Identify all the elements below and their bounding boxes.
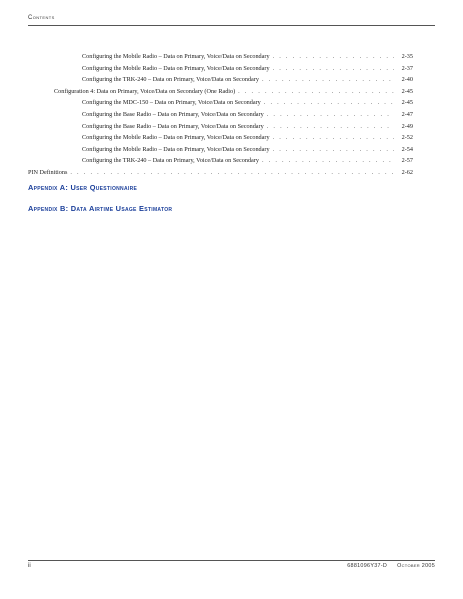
toc-entry[interactable]: [28, 109, 413, 121]
toc-entry[interactable]: [28, 63, 413, 75]
toc-entry[interactable]: [28, 132, 413, 144]
toc-entry-title: PIN Definitions: [28, 168, 68, 176]
toc-leader-dots: [262, 74, 394, 86]
toc-entry-title: Configuring the Mobile Radio – Data on Primary, Voice/Data on Secondary: [82, 64, 270, 72]
document-date: October 2005: [397, 563, 435, 569]
toc-entry-title: Configuring the Mobile Radio – Data on Primary, Voice/Data on Secondary: [82, 53, 270, 60]
toc-entry-page: 2-57: [401, 157, 413, 165]
toc-leader-dots: [267, 109, 394, 121]
toc-entry-title: Configuring the TRK-240 – Data on Primary, Voice/Data on Secondary: [82, 76, 259, 84]
footer-doc-info: [347, 563, 435, 569]
toc-entry[interactable]: [28, 155, 413, 167]
toc-leader-dots: [273, 144, 394, 156]
toc-entry-page: 2-62: [401, 168, 413, 176]
document-id: 6881096Y37-D: [347, 563, 388, 569]
toc-entry-page: 2-45: [401, 87, 413, 95]
toc-entry[interactable]: [28, 74, 413, 86]
toc-entry[interactable]: [28, 86, 413, 98]
toc-entry-page: 2-52: [401, 134, 413, 142]
page-number: ii: [28, 563, 31, 569]
toc-entry-page: 2-40: [401, 76, 413, 84]
toc-entry[interactable]: [28, 121, 413, 133]
toc-leader-dots: [273, 51, 394, 63]
header-divider: [28, 25, 435, 26]
toc-leader-dots: [264, 97, 394, 109]
toc-entry-title: Configuring the MDC-150 – Data on Primary, Voice/Data on Secondary: [82, 99, 261, 107]
toc-entry[interactable]: [28, 97, 413, 109]
toc-leader-dots: [273, 63, 394, 75]
footer-divider: [28, 560, 435, 561]
toc-entry-title: Configuration 4: Data on Primary, Voice/Data on Secondary (One Radio): [54, 87, 236, 95]
toc-entry-page: 2-37: [401, 64, 413, 72]
toc-entry[interactable]: [28, 144, 413, 156]
toc-entry-page: 2-49: [401, 122, 413, 130]
toc-entry[interactable]: [28, 167, 413, 179]
toc-entry-title: Configuring the Base Radio – Data on Primary, Voice/Data on Secondary: [82, 110, 264, 118]
appendix-a-link[interactable]: Appendix A: User Questionnaire: [28, 183, 138, 192]
toc-leader-dots: [238, 86, 394, 98]
toc-entry-page: 2-47: [401, 110, 413, 118]
toc-leader-dots: [262, 155, 394, 167]
toc-entry-title: Configuring the Base Radio – Data on Primary, Voice/Data on Secondary: [82, 122, 264, 130]
toc-entry-page: 2-35: [401, 53, 413, 60]
appendix-b-link[interactable]: Appendix B: Data Airtime Usage Estimator: [28, 204, 173, 213]
toc-leader-dots: [273, 132, 394, 144]
toc-entry-title: Configuring the Mobile Radio – Data on Primary, Voice/Data on Secondary: [82, 145, 270, 153]
toc-entry-page: 2-54: [401, 145, 413, 153]
toc-entry-title: Configuring the TRK-240 – Data on Primary, Voice/Data on Secondary: [82, 157, 259, 165]
toc-entry-title: Configuring the Mobile Radio – Data on Primary, Voice/Data on Secondary: [82, 134, 270, 142]
toc-entry[interactable]: [28, 51, 413, 63]
toc-entry-page: 2-45: [401, 99, 413, 107]
toc-leader-dots: [267, 121, 394, 133]
toc-leader-dots: [70, 167, 394, 179]
table-of-contents: [28, 51, 413, 179]
running-header: Contents: [28, 15, 55, 21]
